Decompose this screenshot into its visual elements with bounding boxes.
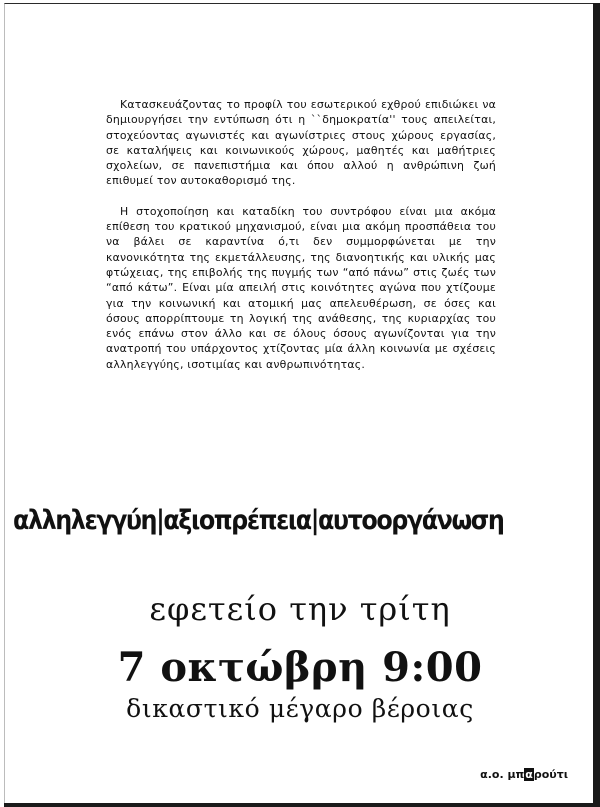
bottom-border-bar	[4, 803, 600, 807]
event-place: δικαστικό μέγαρο βέροιας	[126, 694, 474, 723]
event-day: εφετείο την τρίτη	[149, 590, 451, 628]
paragraph-1: Κατασκευάζοντας το προφίλ του εσωτερικού εχθρού επιδιώκει να δημιουργήσει την εντύπωση ότι η ``δημοκρατία'' τους απειλείται, στοχεύοντας αγωνιστές και αγωνίστριες στους χώρους εργασίας, σε καταλήψεις και κοινωνικούς χώρους, μαθητές και μαθήτριες σχολείων, σε πανεπιστήμια και όπου αλλού η ανθρώπινη ζωή επιθυμεί τον αυτοκαθορισμό της.	[106, 98, 496, 188]
slogan: αλληλεγγύη|αξιοπρέπεια|αυτοοργάνωση	[13, 505, 504, 536]
body-text	[106, 97, 496, 372]
event-date: 7 οκτώβρη 9:00	[117, 644, 483, 691]
signature-prefix: α.ο. μπ	[480, 768, 525, 781]
signature	[480, 768, 568, 781]
signature-highlight: α	[525, 768, 533, 781]
signature-suffix: ρούτι	[533, 768, 568, 781]
paragraph-2: Η στοχοποίηση και καταδίκη του συντρόφου είναι μια ακόμα επίθεση του κρατικού μηχανισμού, είναι μια ακόμη προσπάθεια του να βάλει σε καραντίνα ό,τι δεν συμμορφώνεται με την κανονικότητα της εκμετάλλευσης, της διανοητικής και υλικής μας φτώχειας, της επιβολής της πυγμής των “από πάνω” στις ζωές των “από κάτω”. Είναι μία απειλή στις κοινότητες αγώνα που χτίζουμε για την κοινωνική και ατομική μας απελευθέρωση, σε όσες και όσους απορρίπτουμε τη λογική της ανάθεσης, της κυριαρχίας του ενός επάνω στον άλλο και σε όλους όσους αγωνίζονται για την ανατροπή του υπάρχοντος χτίζοντας μία άλλη κοινωνία με σχέσεις αλληλεγγύης, ισοτιμίας και ανθρωπινότητας.	[106, 204, 496, 371]
